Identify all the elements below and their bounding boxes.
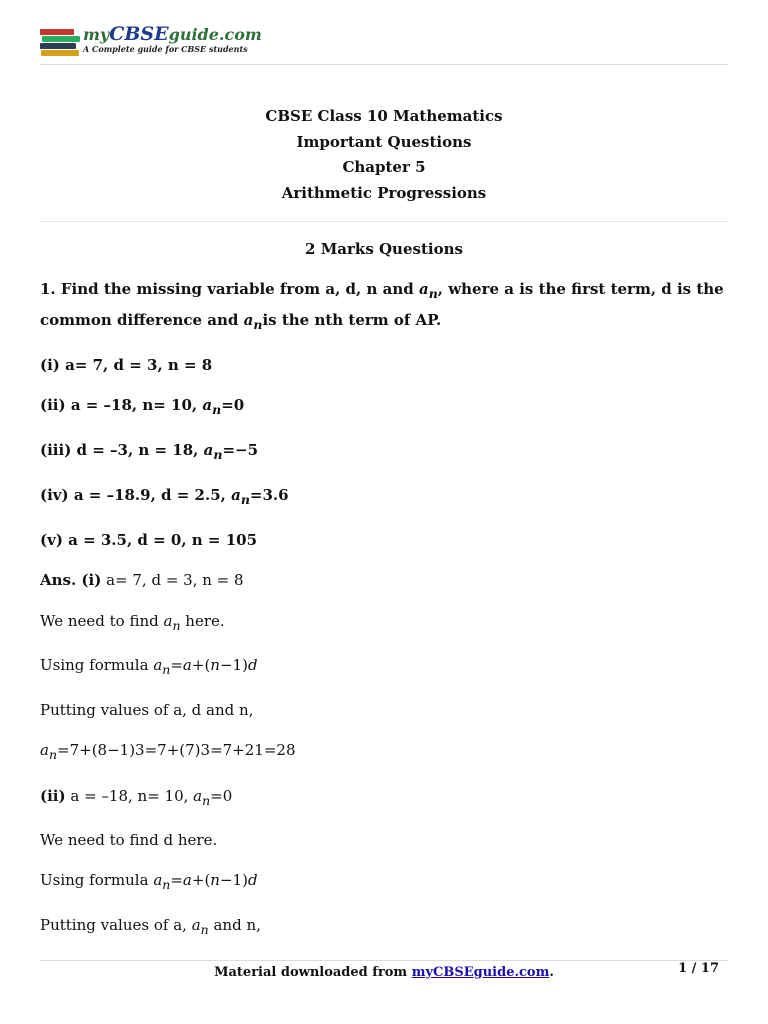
page-header <box>40 24 728 65</box>
title-line-4: Arithmetic Progressions <box>281 183 487 202</box>
question-item-iii: (iii) d = –3, n = 18, $a_n=-5$ <box>40 441 259 462</box>
section-heading: 2 Marks Questions <box>305 240 463 258</box>
question-item-iv: (iv) a = –18.9, d = 2.5, $a_n=3.6$ <box>40 486 289 507</box>
answer-calculation-1: $a_n=7+(8-1)3=7+(7)3=7+21=28$ <box>40 741 296 762</box>
answer-putting-values-2: Putting values of a, $a_n$ and n, <box>40 916 261 937</box>
question-line-1: 1. Find the missing variable from a, d, n and $a_n$, where a is the first term, d is the <box>40 280 724 301</box>
question-item-v: (v) a = 3.5, d = 0, n = 105 <box>40 531 258 549</box>
title-line-3: Chapter 5 <box>342 158 426 176</box>
answer-formula-2: Using formula $a_n=a+(n-1)d$ <box>40 871 258 892</box>
brand-name: myCBSEguide.com <box>83 23 262 45</box>
page-footer <box>40 960 728 980</box>
question-line-2: common difference and $a_nis$ the nth term of AP. <box>40 311 442 332</box>
brand-tagline: A Complete guide for CBSE students <box>83 44 248 54</box>
footer-note: Material downloaded from myCBSEguide.com. <box>214 965 554 980</box>
question-item-ii: (ii) a = –18, n= 10, $a_n=0$ <box>40 396 245 417</box>
page-number: 1 / 17 <box>678 961 719 976</box>
title-line-1: CBSE Class 10 Mathematics <box>265 107 503 125</box>
divider <box>40 221 728 222</box>
answer-putting-values-1: Putting values of a, d and n, <box>40 701 254 719</box>
footer-link[interactable]: myCBSEguide.com <box>411 965 550 980</box>
title-line-2: Important Questions <box>296 132 472 151</box>
document-title <box>0 104 768 206</box>
answer-i: Ans. (i) a= 7, d = 3, n = 8 <box>40 571 244 589</box>
books-logo-icon <box>40 26 80 56</box>
site-logo[interactable] <box>40 23 262 56</box>
answer-text-find-an: We need to find $a_n$ here. <box>40 612 225 633</box>
answer-ii: (ii) a = –18, n= 10, $a_n=0$ <box>40 787 233 808</box>
answer-text-find-d: We need to find d here. <box>40 831 218 849</box>
question-item-i: (i) a= 7, d = 3, n = 8 <box>40 356 213 374</box>
answer-formula-1: Using formula $a_n=a+(n-1)d$ <box>40 656 258 677</box>
